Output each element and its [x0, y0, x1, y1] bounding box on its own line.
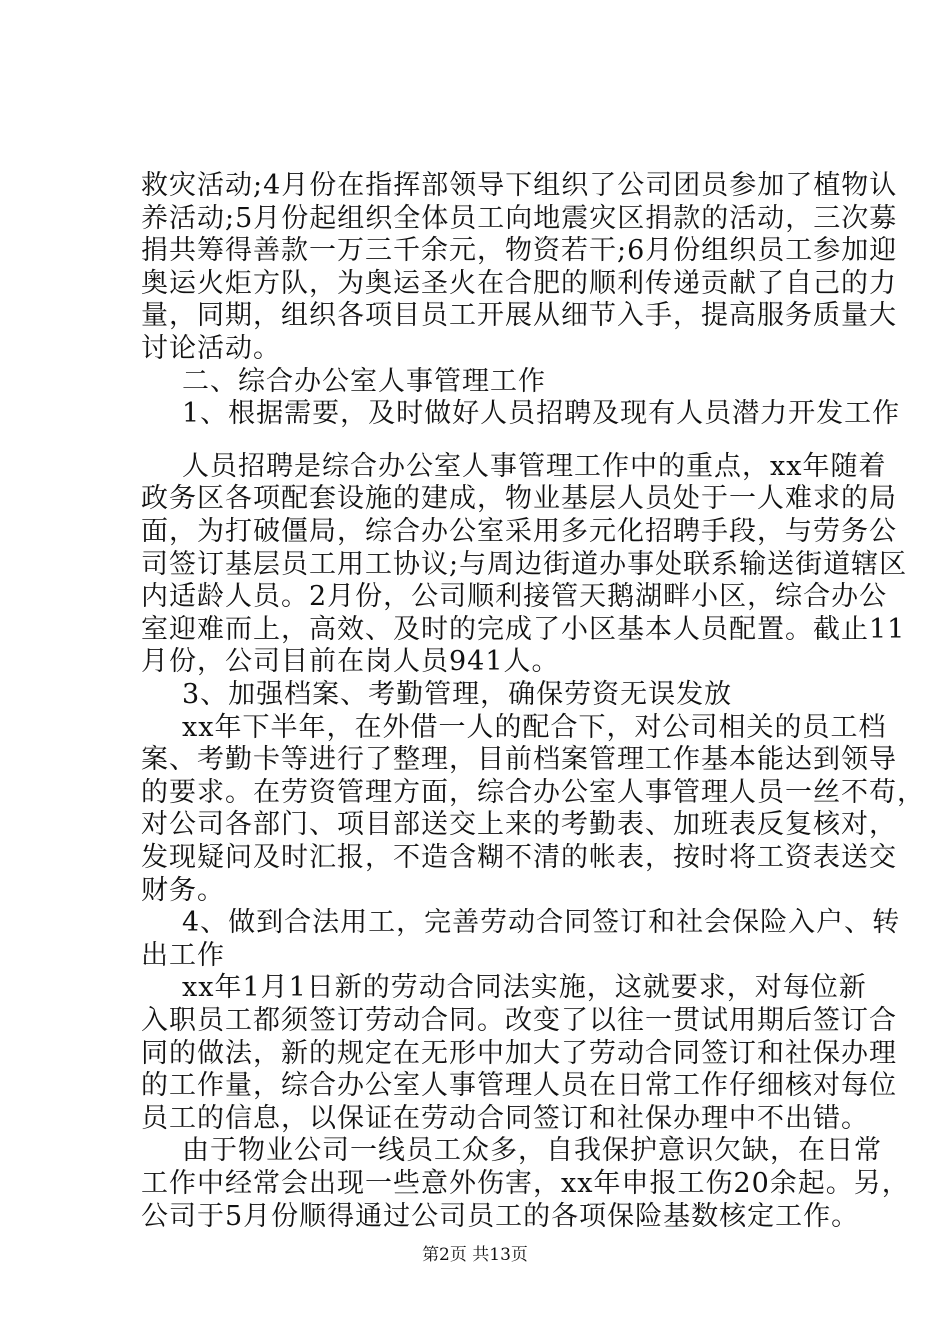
- text-line: 的要求。在劳资管理方面，综合办公室人事管理人员一丝不苟，: [141, 777, 925, 808]
- subsection-heading: 1、根据需要，及时做好人员招聘及现有人员潜力开发工作: [182, 398, 901, 429]
- page-number: 第2页 共13页: [422, 1245, 528, 1265]
- subsection-heading: 4、做到合法用工，完善劳动合同签订和社会保险入户、转: [182, 907, 901, 938]
- text-line: 司签订基层员工用工协议;与周边街道办事处联系输送街道辖区: [141, 549, 908, 580]
- text-line: 政务区各项配套设施的建成，物业基层人员处于一人难求的局: [141, 483, 897, 514]
- text-line: 公司于5月份顺得通过公司员工的各项保险基数核定工作。: [141, 1201, 860, 1232]
- text-line: 奥运火炬方队，为奥运圣火在合肥的顺利传递贡献了自己的力: [141, 268, 897, 299]
- text-line: 工作中经常会出现一些意外伤害，xx年申报工伤20余起。另，: [141, 1168, 910, 1199]
- text-line: 同的做法，新的规定在无形中加大了劳动合同签订和社保办理: [141, 1038, 897, 1069]
- text-line: 救灾活动;4月份在指挥部领导下组织了公司团员参加了植物认: [141, 170, 898, 201]
- text-line: 人员招聘是综合办公室人事管理工作中的重点，xx年随着: [182, 451, 887, 482]
- text-line: 室迎难而上，高效、及时的完成了小区基本人员配置。截止11: [141, 614, 906, 645]
- text-line: 员工的信息，以保证在劳动合同签订和社保办理中不出错。: [141, 1103, 869, 1134]
- text-line: 对公司各部门、项目部送交上来的考勤表、加班表反复核对，: [141, 809, 897, 840]
- text-line: xx年下半年，在外借一人的配合下，对公司相关的员工档: [182, 712, 887, 743]
- text-line: 由于物业公司一线员工众多，自我保护意识欠缺，在日常: [182, 1135, 882, 1166]
- text-line: 案、考勤卡等进行了整理，目前档案管理工作基本能达到领导: [141, 744, 897, 775]
- section-heading: 二、综合办公室人事管理工作: [182, 366, 546, 397]
- text-line: 面，为打破僵局，综合办公室采用多元化招聘手段，与劳务公: [141, 516, 897, 547]
- text-line: 量，同期，组织各项目员工开展从细节入手，提高服务质量大: [141, 300, 897, 331]
- text-line: 财务。: [141, 875, 225, 906]
- text-line: 捐共筹得善款一万三千余元，物资若干;6月份组织员工参加迎: [141, 235, 898, 266]
- text-line: 入职员工都须签订劳动合同。改变了以往一贯试用期后签订合: [141, 1005, 897, 1036]
- text-line: 讨论活动。: [141, 333, 281, 364]
- text-line: 内适龄人员。2月份，公司顺利接管天鹅湖畔小区，综合办公: [141, 581, 888, 612]
- text-line: xx年1月1日新的劳动合同法实施，这就要求，对每位新: [182, 972, 867, 1003]
- text-line: 月份，公司目前在岗人员941人。: [141, 646, 560, 677]
- text-line: 的工作量，综合办公室人事管理人员在日常工作仔细核对每位: [141, 1070, 897, 1101]
- text-line: 养活动;5月份起组织全体员工向地震灾区捐款的活动，三次募: [141, 203, 898, 234]
- subsection-heading: 3、加强档案、考勤管理，确保劳资无误发放: [182, 679, 733, 710]
- text-line: 发现疑问及时汇报，不造含糊不清的帐表，按时将工资表送交: [141, 842, 897, 873]
- subsection-heading: 出工作: [141, 940, 225, 971]
